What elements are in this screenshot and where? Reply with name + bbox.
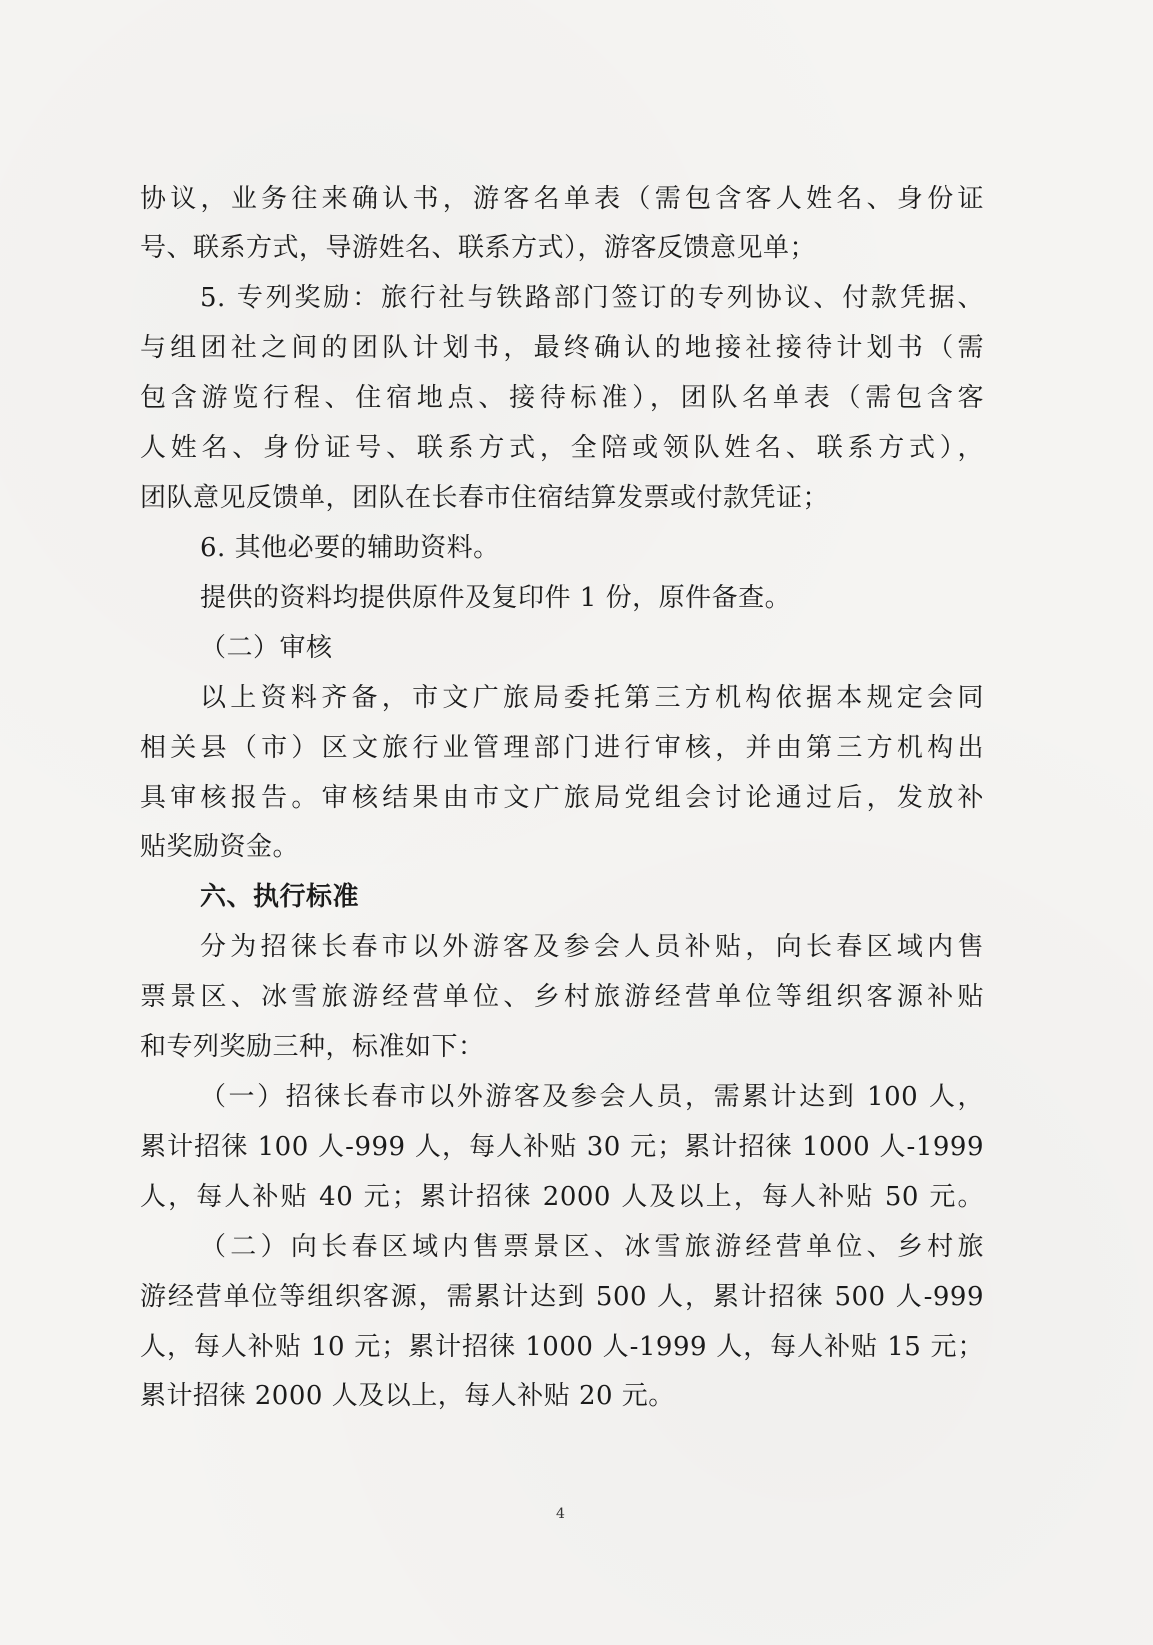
- body-text-line: 以上资料齐备，市文广旅局委托第三方机构依据本规定会同: [200, 683, 984, 713]
- body-text-line: 累计招徕 100 人-999 人，每人补贴 30 元；累计招徕 1000 人-1999: [140, 1132, 984, 1162]
- body-text-line: 号、联系方式，导游姓名、联系方式），游客反馈意见单；: [140, 233, 817, 263]
- body-text-line: 分为招徕长春市以外游客及参会人员补贴，向长春区域内售: [200, 932, 984, 962]
- body-text-line: 相关县（市）区文旅行业管理部门进行审核，并由第三方机构出: [140, 733, 984, 763]
- body-text-line: 游经营单位等组织客源，需累计达到 500 人，累计招徕 500 人-999: [140, 1282, 984, 1312]
- body-text-line: 票景区、冰雪旅游经营单位、乡村旅游经营单位等组织客源补贴: [140, 982, 984, 1012]
- body-text-line: （一）招徕长春市以外游客及参会人员，需累计达到 100 人，: [200, 1082, 984, 1112]
- body-text-line: 人，每人补贴 40 元；累计招徕 2000 人及以上，每人补贴 50 元。: [140, 1182, 984, 1212]
- body-text-line: 与组团社之间的团队计划书，最终确认的地接社接待计划书（需: [140, 333, 984, 363]
- body-text-line: 贴奖励资金。: [140, 832, 300, 862]
- body-text-line: 包含游览行程、住宿地点、接待标准），团队名单表（需包含客: [140, 383, 984, 413]
- body-text-line: 6. 其他必要的辅助资料。: [200, 533, 500, 563]
- section-heading: 六、执行标准: [200, 882, 360, 912]
- body-text-line: 人，每人补贴 10 元；累计招徕 1000 人-1999 人，每人补贴 15 元；: [140, 1332, 984, 1362]
- body-text-line: 提供的资料均提供原件及复印件 1 份，原件备查。: [200, 583, 792, 613]
- body-text-line: 协议，业务往来确认书，游客名单表（需包含客人姓名、身份证: [140, 184, 984, 214]
- body-text-line: （二）向长春区域内售票景区、冰雪旅游经营单位、乡村旅: [200, 1232, 984, 1262]
- page-number: 4: [556, 1506, 565, 1522]
- body-text-line: 团队意见反馈单，团队在长春市住宿结算发票或付款凭证；: [140, 483, 830, 513]
- body-text-line: 和专列奖励三种，标准如下：: [140, 1032, 485, 1062]
- body-text-line: 累计招徕 2000 人及以上，每人补贴 20 元。: [140, 1381, 675, 1411]
- body-text-line: 5. 专列奖励：旅行社与铁路部门签订的专列协议、付款凭据、: [200, 283, 984, 313]
- section-subheading: （二）审核: [200, 633, 333, 663]
- body-text-line: 人姓名、身份证号、联系方式，全陪或领队姓名、联系方式），: [140, 433, 984, 463]
- body-text-line: 具审核报告。审核结果由市文广旅局党组会讨论通过后，发放补: [140, 783, 984, 813]
